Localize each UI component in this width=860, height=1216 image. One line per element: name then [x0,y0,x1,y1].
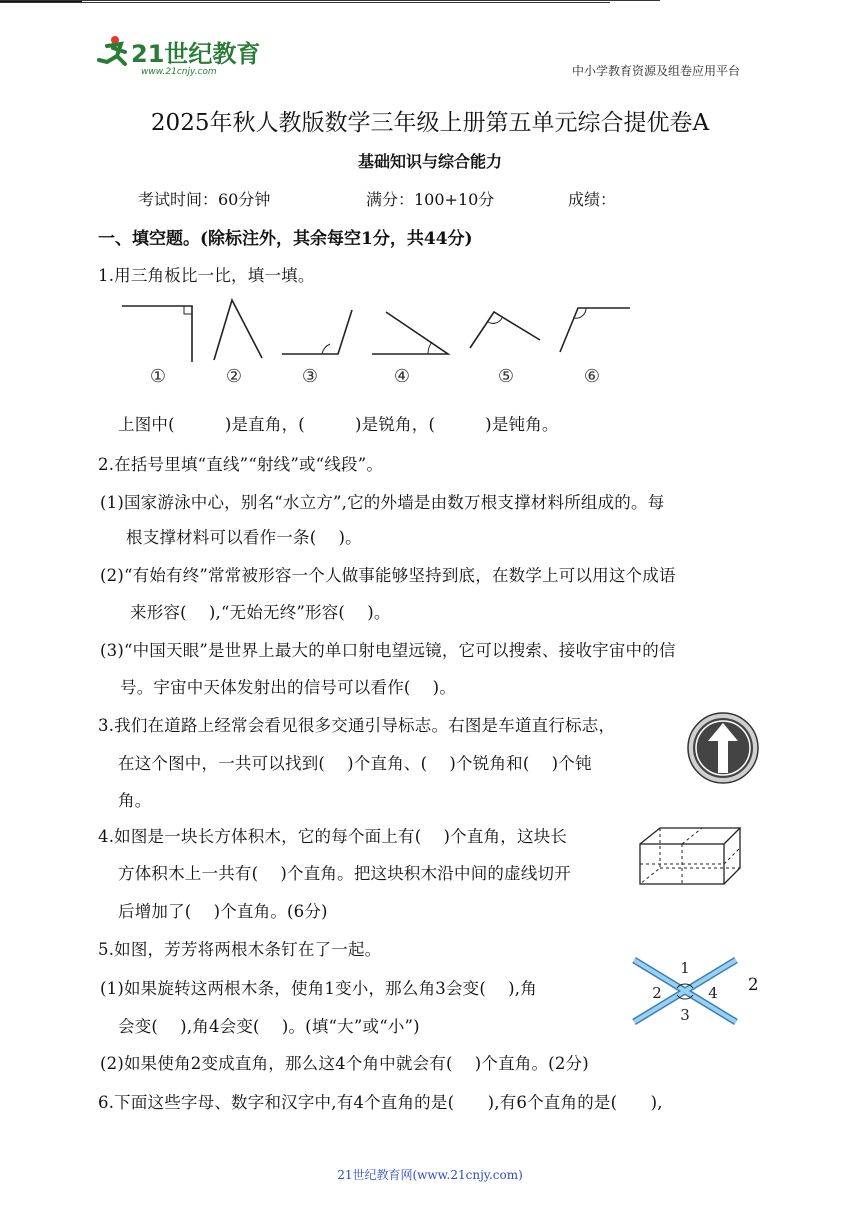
question-1: 1.用三角板比一比，填一填。 [98,266,315,285]
header-divider [0,0,660,1]
question-5-1-line2[interactable]: 会变( ),角4会变( )。(填“大”或“小”) [118,1017,420,1036]
question-2-2-line1: (2)“有始有终”常常被形容一个人做事能够坚持到底，在数学上可以用这个成语 [100,566,676,585]
angle-label-5: ⑤ [497,366,515,387]
angle-label-2: ② [225,366,243,387]
question-5-1-line1[interactable]: (1)如果旋转这两根木条，使角1变小，那么角3会变( ),角 [100,979,537,998]
angle-number-3: 3 [680,1006,690,1024]
angle-3 [282,310,352,354]
footer-divider [0,2,610,3]
angle-label-3: ③ [301,366,319,387]
angle-2 [214,300,262,360]
logo-text: 21世纪教育 [131,40,261,68]
angle-6 [560,308,630,352]
angle-number-2: 2 [652,984,662,1002]
crossed-sticks-figure [630,952,742,1036]
question-2-1-line1: (1)国家游泳中心，别名“水立方”,它的外墙是由数万根支撑材料所组成的。每 [100,493,665,512]
question-5-side-number: 2 [748,975,759,994]
question-3-line1: 3.我们在道路上经常会看见很多交通引导标志。右图是车道直行标志， [98,716,616,735]
angle-label-1: ① [149,366,167,387]
page-subtitle: 基础知识与综合能力 [357,152,502,171]
question-3-line3: 角。 [118,791,152,810]
question-2-2-line2[interactable]: 来形容( ),“无始无终”形容( )。 [130,603,391,622]
question-1-answer[interactable]: 上图中( )是直角，( )是锐角，( )是钝角。 [118,415,559,434]
question-2-3-line1: (3)“中国天眼”是世界上最大的单口射电望远镜，它可以搜索、接收宇宙中的信 [100,641,676,660]
question-4-line1[interactable]: 4.如图是一块长方体积木，它的每个面上有( )个直角，这块长 [98,827,568,846]
cuboid-figure [636,824,746,894]
question-6[interactable]: 6.下面这些字母、数字和汉字中,有4个直角的是( ),有6个直角的是( ), [98,1093,663,1112]
question-2-1-line2[interactable]: 根支撑材料可以看作一条( )。 [126,528,362,547]
straight-arrow-sign-icon [686,711,760,789]
runner-icon [99,36,125,64]
question-2: 2.在括号里填“直线”“射线”或“线段”。 [98,455,384,474]
section-heading: 一、填空题。(除标注外，其余每空1分，共44分) [98,229,473,249]
angle-label-6: ⑥ [583,366,601,387]
angle-1 [122,306,192,362]
angle-number-1: 1 [680,959,690,977]
angle-4 [372,312,448,354]
question-5-2[interactable]: (2)如果使角2变成直角，那么这4个角中就会有( )个直角。(2分) [100,1054,589,1073]
angle-number-4: 4 [708,984,718,1002]
logo [95,32,265,78]
score-label: 成绩： [568,190,617,209]
angle-label-4: ④ [393,366,411,387]
angle-figures [110,292,650,396]
question-4-line3[interactable]: 后增加了( )个直角。(6分) [118,902,328,921]
logo-url: www.21cnjy.com [141,67,217,77]
angle-5 [470,312,540,348]
question-4-line2[interactable]: 方体积木上一共有( )个直角。把这块积木沿中间的虚线切开 [118,864,571,883]
footer-link[interactable]: 21世纪教育网(www.21cnjy.com) [337,1168,523,1182]
question-3-line2[interactable]: 在这个图中，一共可以找到( )个直角、( )个锐角和( )个钝 [118,754,592,773]
full-score: 满分：100+10分 [366,190,495,209]
question-2-3-line2[interactable]: 号。宇宙中天体发射出的信号可以看作( )。 [120,678,457,697]
platform-name: 中小学教育资源及组卷应用平台 [572,64,741,78]
page-title: 2025年秋人教版数学三年级上册第五单元综合提优卷A [150,110,710,136]
question-5: 5.如图，芳芳将两根木条钉在了一起。 [98,940,382,959]
exam-time: 考试时间：60分钟 [138,190,271,209]
